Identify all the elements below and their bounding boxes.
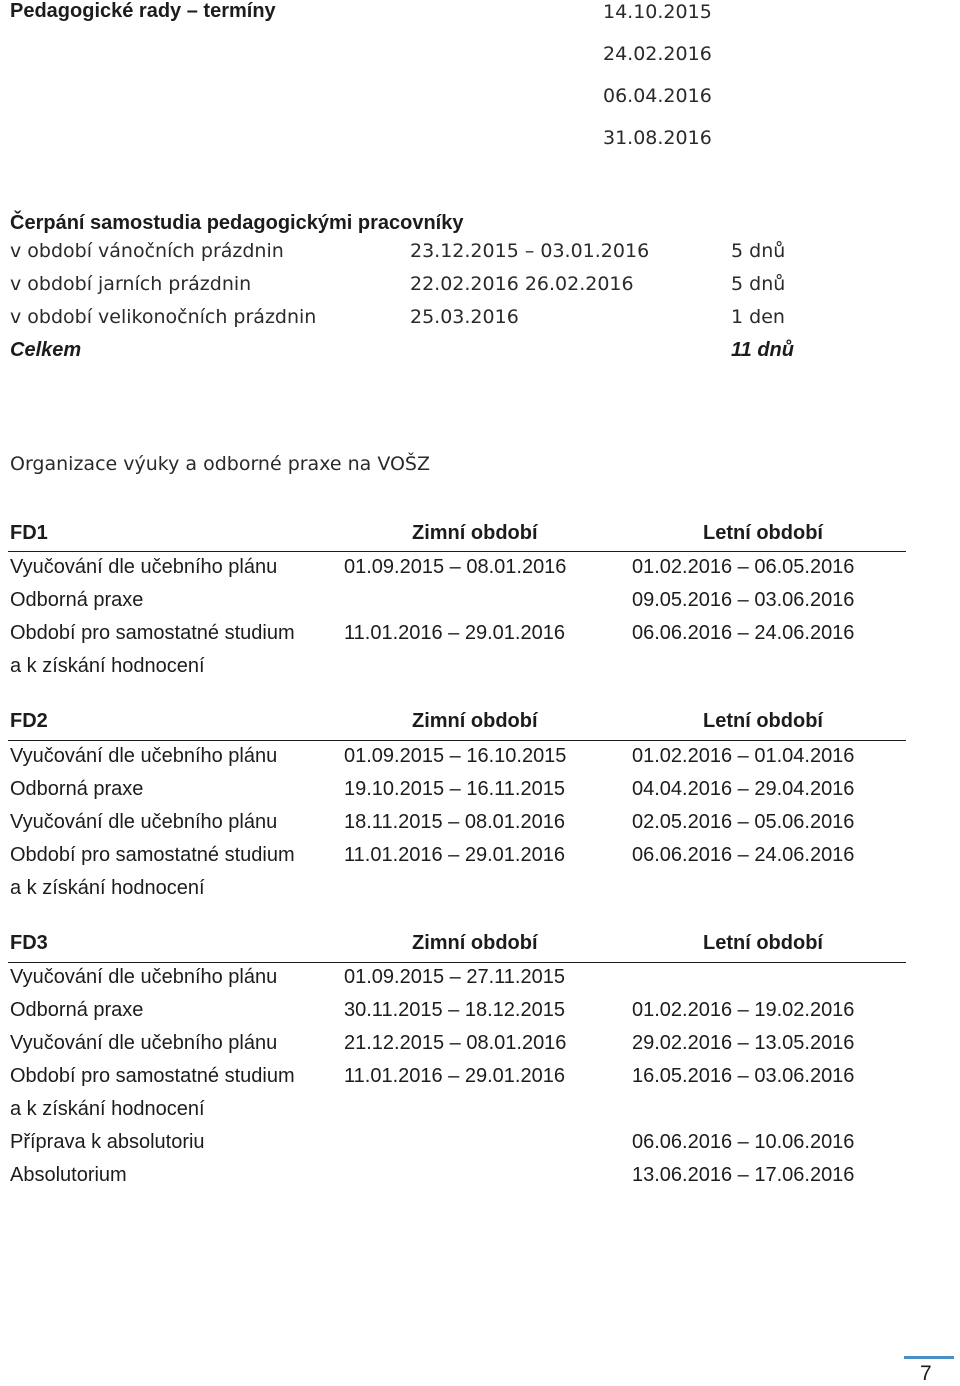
fd2-row-label: Období pro samostatné studium [10,844,295,866]
fd2-col-winter: Zimní období [412,710,538,732]
fd1-row-summer: 06.06.2016 – 24.06.2016 [632,622,855,644]
fd3-row-label: Období pro samostatné studium [10,1065,295,1087]
fd2-row-label: Odborná praxe [10,778,144,800]
samostudium-total-label: Celkem [10,339,82,361]
organizace-title: Organizace výuky a odborné praxe na VOŠZ [10,453,431,475]
samostudium-dates: 25.03.2016 [410,306,519,328]
fd3-row-label-cont: a k získání hodnocení [10,1098,205,1120]
fd3-heading: FD3 [10,932,48,954]
fd1-heading: FD1 [10,522,48,544]
fd1-row-summer: 09.05.2016 – 03.06.2016 [632,589,855,611]
samostudium-dates: 22.02.2016 26.02.2016 [410,273,634,295]
fd3-row-summer: 16.05.2016 – 03.06.2016 [632,1065,855,1087]
fd3-row-summer: 13.06.2016 – 17.06.2016 [632,1164,855,1186]
fd1-row-label: Období pro samostatné studium [10,622,295,644]
fd1-header-rule [8,551,906,552]
pedagogicke-rady-date: 24.02.2016 [603,43,712,65]
fd2-row-summer: 04.04.2016 – 29.04.2016 [632,778,855,800]
pedagogicke-rady-date: 31.08.2016 [603,127,712,149]
samostudium-days: 5 dnů [731,240,786,262]
fd3-row-label: Odborná praxe [10,999,144,1021]
fd1-row-winter: 01.09.2015 – 08.01.2016 [344,556,567,578]
pedagogicke-rady-date: 06.04.2016 [603,85,712,107]
fd2-row-label: Vyučování dle učebního plánu [10,745,278,767]
page-number: 7 [920,1362,932,1385]
fd2-row-winter: 01.09.2015 – 16.10.2015 [344,745,567,767]
fd2-row-summer: 01.02.2016 – 01.04.2016 [632,745,855,767]
fd2-row-label-cont: a k získání hodnocení [10,877,205,899]
fd3-row-winter: 01.09.2015 – 27.11.2015 [344,966,565,988]
fd2-row-label: Vyučování dle učebního plánu [10,811,278,833]
fd2-row-summer: 06.06.2016 – 24.06.2016 [632,844,855,866]
fd2-heading: FD2 [10,710,48,732]
samostudium-days: 1 den [731,306,785,328]
fd3-row-label: Absolutorium [10,1164,127,1186]
fd3-row-summer: 29.02.2016 – 13.05.2016 [632,1032,855,1054]
samostudium-days: 5 dnů [731,273,786,295]
pedagogicke-rady-date: 14.10.2015 [603,1,712,23]
fd3-row-label: Vyučování dle učebního plánu [10,1032,278,1054]
fd3-row-label: Vyučování dle učebního plánu [10,966,278,988]
fd3-row-winter: 30.11.2015 – 18.12.2015 [344,999,565,1021]
fd2-row-winter: 11.01.2016 – 29.01.2016 [344,844,565,866]
fd3-row-winter: 21.12.2015 – 08.01.2016 [344,1032,567,1054]
fd3-row-summer: 06.06.2016 – 10.06.2016 [632,1131,855,1153]
fd3-row-winter: 11.01.2016 – 29.01.2016 [344,1065,565,1087]
fd1-col-summer: Letní období [703,522,823,544]
samostudium-label: v období jarních prázdnin [10,273,252,295]
samostudium-label: v období velikonočních prázdnin [10,306,317,328]
samostudium-label: v období vánočních prázdnin [10,240,284,262]
fd3-col-summer: Letní období [703,932,823,954]
fd1-row-summer: 01.02.2016 – 06.05.2016 [632,556,855,578]
fd1-row-label-cont: a k získání hodnocení [10,655,205,677]
fd3-row-label: Příprava k absolutoriu [10,1131,205,1153]
fd3-row-summer: 01.02.2016 – 19.02.2016 [632,999,855,1021]
fd1-col-winter: Zimní období [412,522,538,544]
fd2-header-rule [8,740,906,741]
fd2-col-summer: Letní období [703,710,823,732]
fd3-header-rule [8,962,906,963]
fd3-col-winter: Zimní období [412,932,538,954]
page-number-rule [904,1356,954,1359]
fd2-row-winter: 18.11.2015 – 08.01.2016 [344,811,565,833]
samostudium-total-days: 11 dnů [731,339,794,361]
samostudium-title: Čerpání samostudia pedagogickými pracovníky [10,212,464,234]
fd1-row-label: Odborná praxe [10,589,144,611]
samostudium-dates: 23.12.2015 – 03.01.2016 [410,240,650,262]
pedagogicke-rady-title: Pedagogické rady – termíny [10,0,276,22]
fd2-row-winter: 19.10.2015 – 16.11.2015 [344,778,565,800]
fd1-row-winter: 11.01.2016 – 29.01.2016 [344,622,565,644]
fd2-row-summer: 02.05.2016 – 05.06.2016 [632,811,855,833]
fd1-row-label: Vyučování dle učebního plánu [10,556,278,578]
